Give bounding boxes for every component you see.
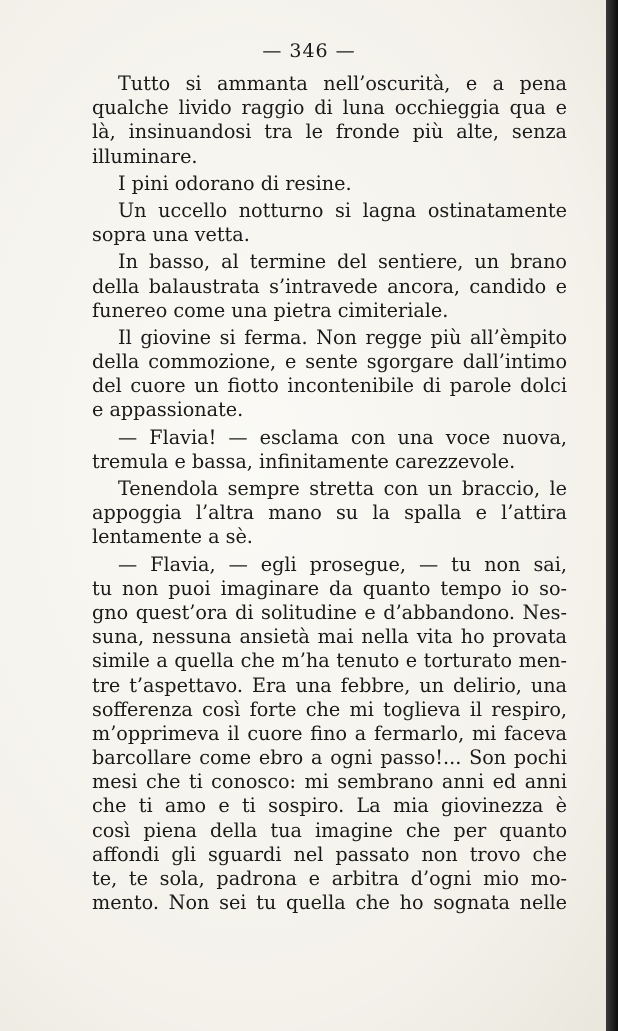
text-line: — Flavia, — egli prosegue, — tu non sai, <box>118 552 567 576</box>
text-line: tremula e bassa, infinitamente carezzevole. <box>92 449 516 473</box>
text-line: barcollare come ebro a ogni passo!... Son pochi <box>92 746 567 770</box>
page-edge-shadow <box>606 0 618 1031</box>
text-line: affondi gli sguardi nel passato non trovo che <box>92 842 567 866</box>
text-line: m’opprimeva il cuore fino a fermarlo, mi faceva <box>92 721 567 745</box>
text-line: I pini odorano di resine. <box>118 171 352 195</box>
text-line: Il giovine si ferma. Non regge più all’èmpito <box>118 325 567 349</box>
text-line: tu non puoi imaginare da quanto tempo io so- <box>92 576 567 600</box>
text-line: lentamente a sè. <box>92 525 253 549</box>
text-line: sofferenza così forte che mi toglieva il respiro, <box>92 697 567 721</box>
text-line: della balaustrata s’intravede ancora, candido e <box>92 274 567 298</box>
text-line: sopra una vetta. <box>92 223 250 247</box>
body-text <box>92 72 567 915</box>
text-line: — Flavia! — esclama con una voce nuova, <box>118 425 567 449</box>
text-line: là, insinuandosi tra le fronde più alte, senza <box>92 120 567 144</box>
text-line: te, te sola, padrona e arbitra d’ogni mio mo- <box>92 867 567 890</box>
text-line: Tenendola sempre stretta con un braccio, le <box>118 477 567 500</box>
text-line: così piena della tua imagine che per quanto <box>92 818 567 842</box>
text-line: appoggia l’altra mano su la spalla e l’attira <box>92 501 567 525</box>
text-line: mento. Non sei tu quella che ho sognata nelle <box>92 891 567 915</box>
text-line: del cuore un fiotto incontenibile di parole dolci <box>92 374 567 398</box>
text-line: che ti amo e ti sospiro. La mia giovinezza è <box>92 794 567 818</box>
text-line: In basso, al termine del sentiere, un brano <box>118 250 567 274</box>
text-line: Un uccello notturno si lagna ostinatamente <box>118 198 567 222</box>
text-line: funereo come una pietra cimiteriale. <box>92 298 449 322</box>
text-line: Tutto si ammanta nell’oscurità, e a pena <box>118 72 567 95</box>
text-line: suna, nessuna ansietà mai nella vita ho provata <box>92 625 567 649</box>
text-line: mesi che ti conosco: mi sembrano anni ed anni <box>92 770 567 794</box>
text-line: gno quest’ora di solitudine e d’abbandono. Nes- <box>92 600 567 624</box>
text-line: della commozione, e sente sgorgare dall’intimo <box>92 350 567 374</box>
text-line: e appassionate. <box>92 398 244 422</box>
text-line: qualche livido raggio di luna occhieggia qua e <box>92 96 567 120</box>
page-number: — 346 — <box>262 40 356 62</box>
text-line: illuminare. <box>92 144 198 168</box>
text-line: tre t’aspettavo. Era una febbre, un delirio, una <box>92 673 567 697</box>
text-line: simile a quella che m’ha tenuto e torturato men- <box>92 649 567 673</box>
